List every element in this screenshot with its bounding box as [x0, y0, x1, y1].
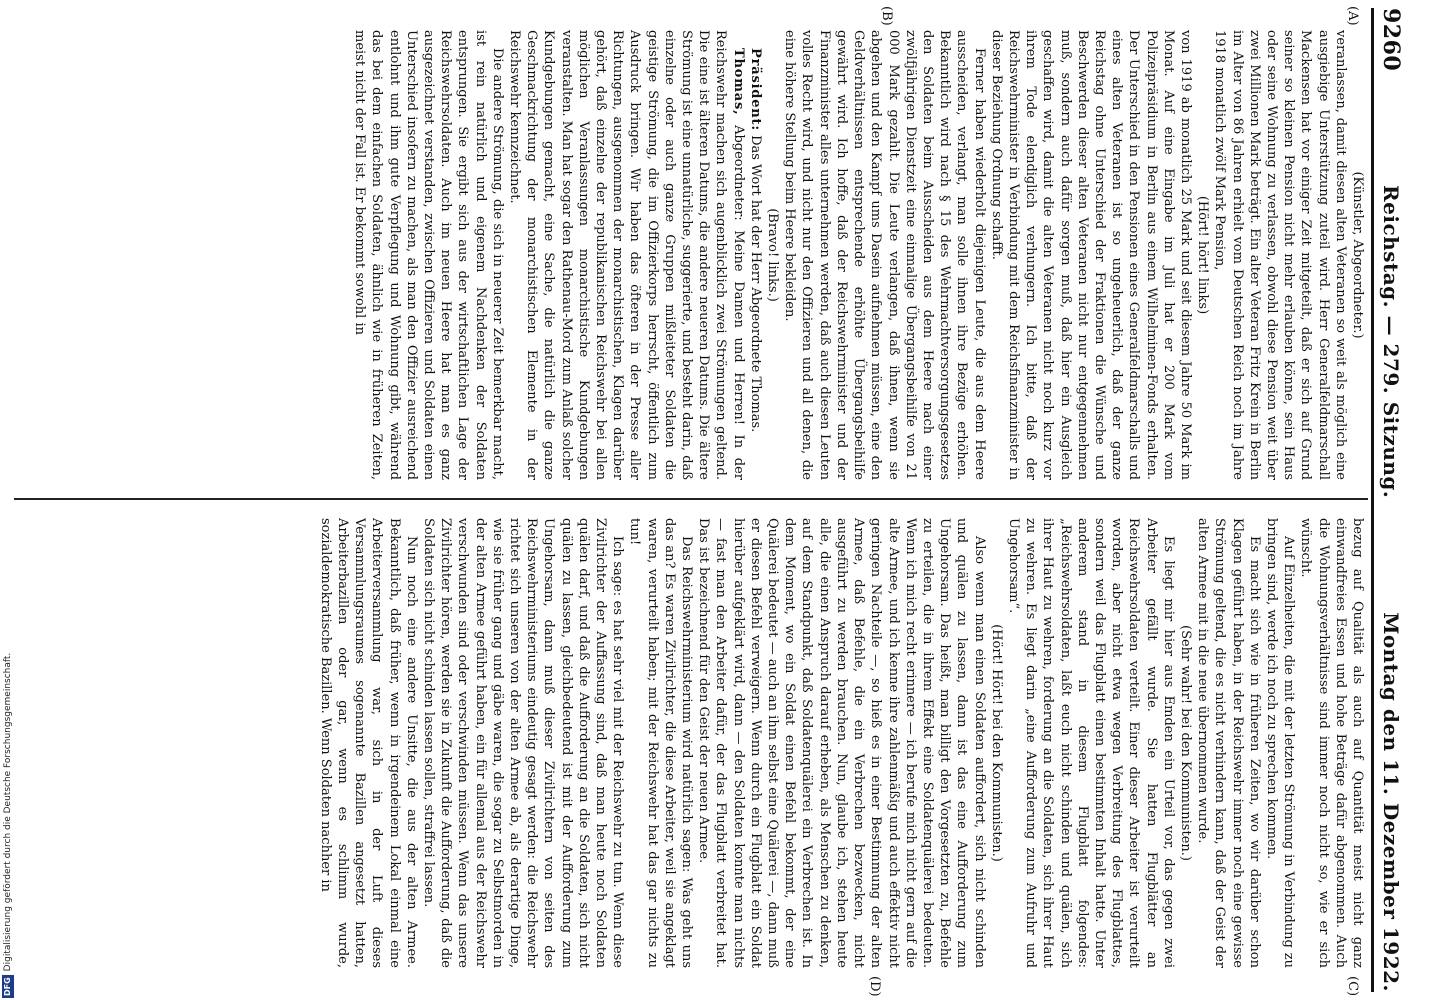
- right-column: [20, 518, 1366, 968]
- dfg-logo: DFG: [3, 977, 12, 996]
- interjection: (Sehr wahr! bei den Kommunisten.): [1177, 625, 1193, 861]
- speech-opening: [506, 30, 747, 480]
- margin-marker-c: (C): [1345, 976, 1360, 997]
- credit-text: Digitalisierung gefördert durch die Deutsche Forschungsgemeinschaft.: [3, 652, 13, 972]
- newspaper-page: [14, 0, 1412, 1000]
- speaker-continuation: (Künstler, Abgeordneter.): [1350, 171, 1365, 339]
- digitization-credit: [2, 598, 14, 998]
- left-column: [20, 30, 1366, 480]
- column-divider: [14, 498, 1368, 500]
- paragraph: Die andere Strömung, die sich in neuerer Zeit bemerkbar macht, ist rein natürlich und eigenem Nachdenken der Soldaten entsprungen. Sie ergibt sich aus der wirtschaftlichen Lage der Reichswehrsoldaten. Auch im neuen Heere hat man es ganz ausgezeichnet verstanden, zwischen Offizieren und Soldaten einen Unterschied insofern zu machen, als man den Offizier ausreichend entlohnt und ihm gute Verpflegung und Wohnung gibt, während das bei dem einfachen Soldaten, ähnlich wie in früheren Zeiten, meist nicht der Fall ist. Er bekommt sowohl in: [352, 30, 505, 480]
- paragraph: Ferner haben wiederholt diejenigen Leute, die aus dem Heere ausscheiden, verlangt, man solle ihnen ihre Bezüge erhöhen. Bekanntlich wird nach § 15 des Wehrmachtversorgungsgesetzes den Soldaten beim Ausscheiden aus dem Heere nach einer zwölfjährigen Dienstzeit eine einmalige Übergangsbeihilfe von 21 000 Mark gezahlt. Die Leute verlangen, daß ihnen, wenn sie abgehen und den Kampf ums Dasein aufnehmen müssen, eine den Geldverhältnissen entsprechende erhöhte Übergangsbeihilfe gewährt wird. Ich hoffe, daß der Reichswehrminister und der Finanzminister alles unternehmen werden, daß auch diesen Leuten volles Recht wird, und nicht nur den Offizieren und all denen, die eine höhere Stellung beim Heere bekleiden.: [782, 30, 987, 480]
- paragraph: Also wenn man einen Soldaten auffordert, sich nicht schinden und quälen zu lassen, dann ist das eine Aufforderung zum Ungehorsam. Das heißt, man billigt den Vorgesetzten zu, Befehle zu erteilen, die in ihrem Effekt eine Soldatenquälerei bedeuten. Wenn ich mich recht erinnere — ich berufe mich nicht gern auf die alte Armee, und ich kenne ihre zahlenmäßig und auch effektiv nicht geringen Nachteile —, so hieß es in einer Bestimmung der alten Armee, daß Befehle, die ein Verbrechen bezwecken, nicht ausgeführt zu werden brauchen. Nun, glaube ich, stehen heute alle, die einen Anspruch darauf erheben, als Menschen zu denken, auf dem Standpunkt, daß Soldatenquälerei ein Verbrechen ist. In dem Moment, wo ein Soldat einen Befehl bekommt, der eine Quälerei bedeutet — auch an ihm selbst eine Quälerei —, dann muß er diesen Befehl verweigern. Wenn durch ein Flugblatt ein Soldat hierüber aufgeklärt wird, dann — den Soldaten konnte man nichts — fast man den Arbeiter dafür, der das Flugblatt verbreitet hat. Das ist bezeichnend für den Geist der neuen Armee.: [696, 518, 987, 968]
- session-title: Reichstag. — 279. Sitzung.: [1379, 185, 1403, 499]
- paragraph: veranlassen, damit diesen alten Veteranen so weit als möglich eine ausgiebige Unterstützung zuteil wird. Herr Generalfeldmarschall Mackensen hat vor einiger Zeit mitgeteilt, daß er sich auf Grund seiner so kleinen Pension nicht mehr erlauben könne, sein Haus oder seine Wohnung zu verlassen, obwohl diese Pension weit über zwei Millionen Mark beträgt. Ein alter Veteran Fritz Krein in Berlin im Alter von 86 Jahren erhielt vom Deutschen Reich noch im Jahre 1918 monatlich zwölf Mark Pension,: [1212, 30, 1348, 480]
- margin-marker-d: (D): [867, 976, 882, 997]
- paragraph-text: Das Wort hat der Herr Abgeordnete Thomas.: [747, 135, 763, 433]
- interjection: (Hört! hört! links): [1195, 195, 1211, 315]
- president-statement: [747, 30, 764, 480]
- paragraph: Es liegt mir hier aus Emden ein Urteil vor, das gegen zwei Arbeiter gefällt wurde. Sie hatten Flugblätter an Reichswehrsoldaten verteilt. Einer dieser Arbeiter ist verurteilt worden, aber nicht etwa wegen Verbreitung des Flugblattes, sondern weil das Flugblatt einen bestimmten Inhalt hatte. Unter anderem stand in diesem Flugblatt folgendes: „Reichswehrsoldaten, laßt euch nicht schinden und quälen, sich ihrer Haut zu wehren, forderung an die Soldaten, sich ihrer Haut zu wehren. Es liegt darin „eine Aufforderung zum Aufruhr und Ungehorsam“.: [1005, 518, 1176, 968]
- paragraph-text: Abgeordneter: Meine Damen und Herren! In der Reichswehr machen sich augenblicklich zwei Strömungen geltend. Die eine ist älteren Datums, die andere neueren Datums. Die ältere Strömung ist eine unnatürliche, suggerierte, und besteht darin, daß einzelne oder auch ganze Gruppen mißleiteter Soldaten die geistige Strömung, die im Offizierkorps herrscht, öffentlich zum Ausdruck bringen. Wir haben das öfteren in der Presse aller Richtungen, ausgenommen der monarchistischen, Klagen darüber gehört, daß einzelne der republikanischen Reichswehr bei allen möglichen Veranlassungen monarchistische Kundgebungen veranstalten. Man hat sogar den Rathenau-Mord zum Anlaß solcher Kundgebungen gemacht, eine Sache, die natürlich die ganze Geschmackrichtung der monarchistischen Elemente in der Reichswehr kennzeichnet.: [507, 30, 746, 480]
- paragraph: von 1919 ab monatlich 25 Mark und seit diesem Jahre 50 Mark im Monat. Auf eine Eingabe im Juli hat er 200 Mark vom Polizeipräsidium in Berlin aus einem Wilhelminen-Fonds erhalten. Der Unterschied in den Pensionen eines Generalfeldmarschalls und eines alten Veteranen ist so ungeheuerlich, daß der ganze Reichstag ohne Unterschied der Fraktionen die Wünsche und Beschwerden dieser alten Veteranen nicht nur entgegennehmen muß, sondern auch dafür sorgen muß, daß hier ein Ausgleich geschaffen wird, damit die alten Veteranen nicht noch kurz vor ihrem Tode elendiglich verhungern. Ich bitte, daß der Reichswehrminister in Verbindung mit dem Reichsfinanzminister in dieser Beziehung Ordnung schafft.: [988, 30, 1193, 480]
- paragraph: Auf Einzelheiten, die mit der letzten Strömung in Verbindung zu bringen sind, werde ich noch zu sprechen kommen.: [1263, 518, 1297, 968]
- margin-marker-a: (A): [1345, 6, 1360, 26]
- paragraph: Es macht sich wie in früheren Zeiten, wo wir darüber schon Klagen geführt haben, in der Reichswehr immer noch eine gewisse Strömung geltend, die es nicht verhindern kann, daß der Geist der alten Armee mit in die neue übernommen wurde.: [1195, 518, 1262, 968]
- page-number: 9260: [1378, 8, 1404, 72]
- interjection: (Bravo! links.): [765, 208, 781, 302]
- paragraph: Nun noch eine andere Unsitte, die aus der alten Armee. Bekanntlich, daß früher, wenn in irgendeinem Lokal einmal eine Arbeiterversammlung war, sich in der Luft dieses Versammlungsraumes sogenannte Bazillen angesetzt hatten, Arbeiterbazillen oder gar, wenn es schlimm wurde, sozialdemokratische Bazillen. Wenn Soldaten nachher in: [317, 518, 419, 968]
- paragraph: Ich sage: es hat sehr viel mit der Reichswehr zu tun. Wenn diese Zivilrichter der Auffassung sind, daß man heute noch Soldaten quälen darf, und daß die Aufforderung an die Soldaten, sich nicht quälen zu lassen, gleichbedeutend ist mit der Aufforderung zum Ungehorsam, dann muß dieser Zivilrichtern von seiten des Reichswehrministeriums eindeutig gesagt werden: die Reichswehr richtet sich unseren von der alten Armee ab, als derartige Dinge, wie sie früher gang und gäbe waren, die sogar zu Selbstmorden in der alten Armee geführt haben, ein für allemal aus der Reichswehr verschwunden sind oder verschwinden müssen. Wenn das unsere Zivilrichter hören, werden sie in Zukunft die Aufforderung, daß die Soldaten sich nicht schinden lassen sollen, straffrei lassen.: [421, 518, 626, 968]
- speaker-label: Thomas,: [730, 48, 746, 116]
- session-date: Montag den 11. Dezember 1922.: [1379, 612, 1403, 992]
- interjection: (Hört! Hört! bei den Kommunisten.): [988, 624, 1004, 862]
- paragraph: bezug auf Qualität als auch auf Quantität meist nicht ganz einwandfreies Essen und hohe Beträge dafür abgenommen. Auch die Wohnungsverhältnisse sind immer noch nicht so, wie er sich wünscht.: [1298, 518, 1365, 968]
- speaker-label: Präsident:: [747, 48, 763, 131]
- paragraph: Das Reichswehrministerium wird natürlich sagen: Was geht uns das an? Es waren Zivilrichter, die diese Arbeiter, weil sie angeklagt waren, verurteilt haben; mit der Reichswehr hat das gar nichts zu tun!: [627, 518, 695, 968]
- margin-marker-b: (B): [879, 6, 894, 26]
- page-header: [1371, 8, 1408, 992]
